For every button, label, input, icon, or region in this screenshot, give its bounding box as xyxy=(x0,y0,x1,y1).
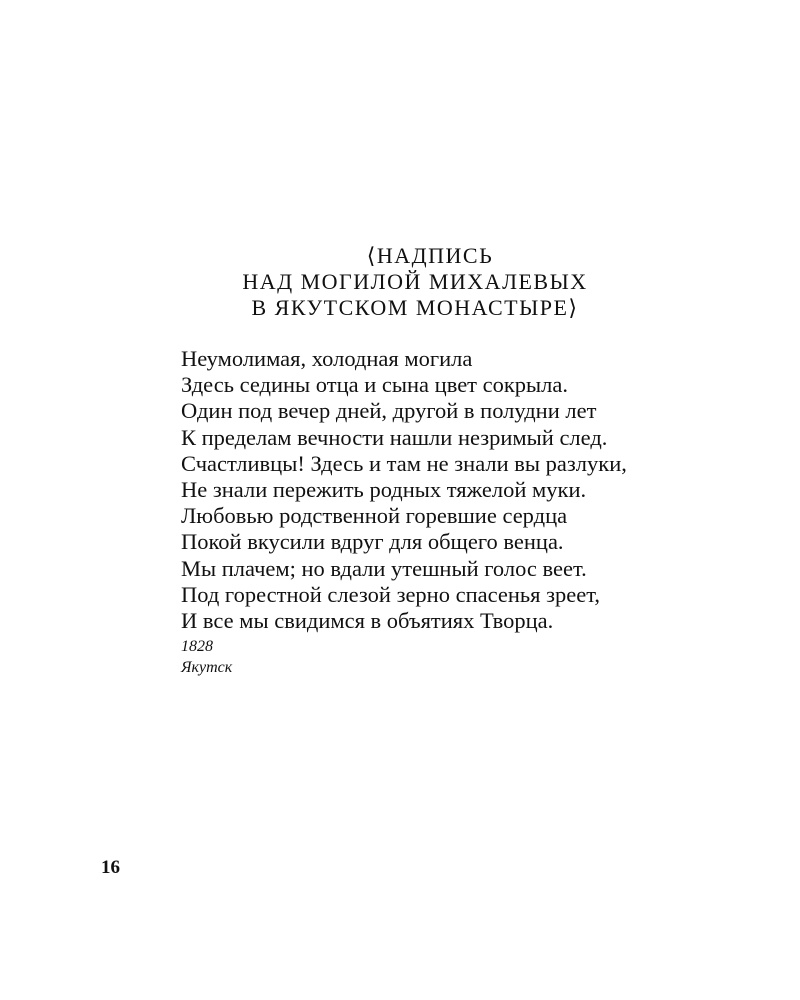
poem-text xyxy=(181,346,741,634)
title-line: В ЯКУТСКОМ МОНАСТЫРЕ⟩ xyxy=(251,295,579,320)
poem-signature xyxy=(181,636,481,678)
title-line: НАД МОГИЛОЙ МИХАЛЕВЫХ xyxy=(242,269,588,294)
poem-line: Один под вечер дней, другой в полудни лет xyxy=(181,398,597,424)
title-line: ⟨НАДПИСЬ xyxy=(366,243,494,268)
poem-line: Под горестной слезой зерно спасенья зреет, xyxy=(181,581,601,607)
signature-place: Якутск xyxy=(181,659,233,676)
poem-line: Покой вкусили вдруг для общего венца. xyxy=(181,529,564,555)
poem-line: Не знали пережить родных тяжелой муки. xyxy=(181,477,587,503)
poem-line: Мы плачем; но вдали утешный голос веет. xyxy=(181,555,587,581)
poem-line: Здесь седины отца и сына цвет сокрыла. xyxy=(181,372,569,398)
poem-line: Любовью родственной горевшие сердца xyxy=(181,503,568,529)
poem-line: К пределам вечности нашли незримый след. xyxy=(181,424,608,450)
poem-line: Счастливцы! Здесь и там не знали вы разлуки, xyxy=(181,450,627,476)
page-number: 16 xyxy=(101,857,120,878)
poem-title xyxy=(0,243,800,321)
poem-line: И все мы свидимся в объятиях Творца. xyxy=(181,608,554,634)
poem-line: Неумолимая, холодная могила xyxy=(181,346,473,371)
signature-year: 1828 xyxy=(181,638,213,655)
